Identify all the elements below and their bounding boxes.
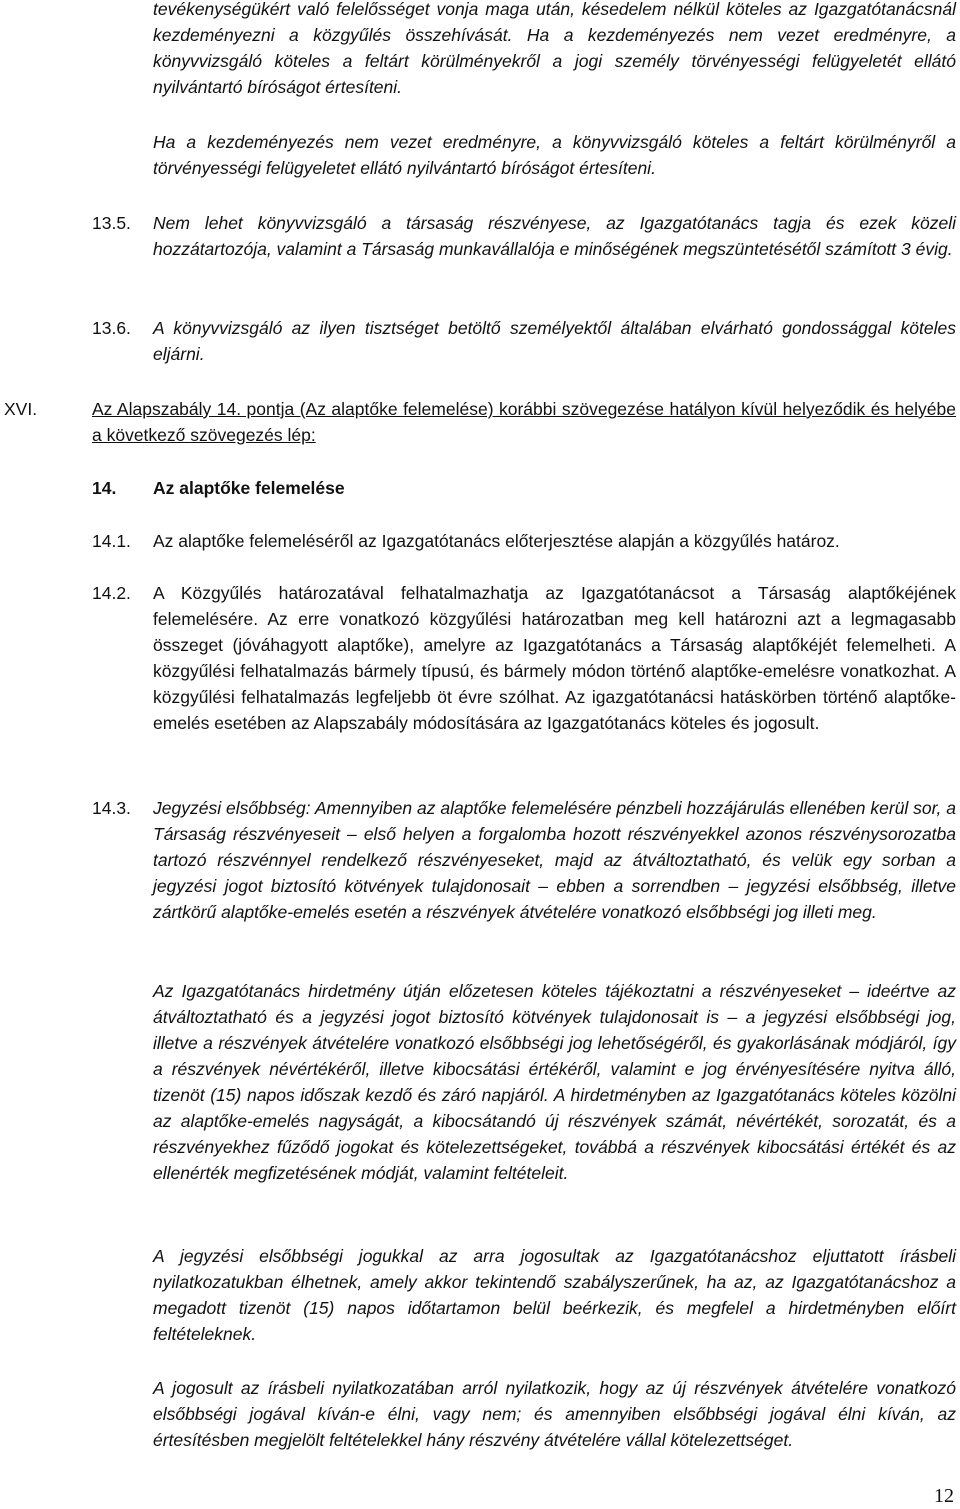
- section-14-3-text: Jegyzési elsőbbség: Amennyiben az alaptőke felemelésére pénzbeli hozzájárulás ellenében kerül sor, a Társaság részvényeseit – első helyen a forgalomba hozott részvényekkel azonos részvénysorozatba tartozó részvénnyel rendelkező részvényeseket, majd az átváltoztatható, és velük egy sorban a jegyzési jogot biztosító kötvények tulajdonosait – ebben a sorrendben – jegyzési elsőbbség, illetve zártkörű alaptőke-emelés esetén a részvények átvételére vonatkozó elsőbbségi jog illeti meg.: [153, 798, 956, 922]
- section-14-2-text: A Közgyűlés határozatával felhatalmazhatja az Igazgatótanácsot a Társaság alaptőkéjének felemelésére. Az erre vonatkozó közgyűlési határozatban meg kell határozni azt a legmagasabb összeget (jóváhagyott alaptőke), amelyre az Igazgatótanács a Társaság alaptőkéjét felemelheti. A közgyűlési felhatalmazás bármely típusú, és bármely módon történő alaptőke-emelésre vonatkozhat. A közgyűlési felhatalmazás legfeljebb öt évre szólhat. Az igazgatótanácsi hatáskörben történő alaptőke-emelés esetében az Alapszabály módosítására az Igazgatótanács köteles és jogosult.: [153, 583, 956, 733]
- section-14-3-paragraph-3: A jegyzési elsőbbségi jogukkal az arra jogosultak az Igazgatótanácshoz eljuttatott írásbeli nyilatkozatukban élhetnek, amely akkor tekintendő szabályszerűnek, ha az, az Igazgatótanácshoz a megadott tizenöt (15) napos időtartamon belül beérkezik, és megfelel a hirdetményben előírt feltételeknek.: [153, 1246, 956, 1344]
- amendment-number-xvi: XVI.: [4, 399, 38, 419]
- section-number-13-6: 13.6.: [92, 318, 131, 338]
- section-number-14: 14.: [92, 478, 117, 498]
- section-14-3-paragraph-2: Az Igazgatótanács hirdetmény útján előzetesen köteles tájékoztatni a részvényeseket – ideértve az átváltoztatható és a jegyzési jogot biztosító kötvények tulajdonosait is – a jegyzési elsőbbségi jog, illetve a részvények átvételére vonatkozó elsőbbségi jog lehetőségéről, és gyakorlásának módjáról, így a részvények névértékéről, illetve kibocsátási értékéről, valamint e jog érvényesítésére nyitva álló, tizenöt (15) napos időszak kezdő és záró napjáról. A hirdetményben az Igazgatótanács köteles közölni az alaptőke-emelés nagyságát, a kibocsátandó új részvények számát, névértékét, sorozatát, és a részvényekhez fűződő jogokat és kötelezettségeket, továbbá a részvények kibocsátási értékét és az ellenérték megfizetésének módját, valamint feltételeit.: [153, 981, 956, 1183]
- section-number-14-3: 14.3.: [92, 798, 131, 818]
- amendment-xvi-text: Az Alapszabály 14. pontja (Az alaptőke felemelése) korábbi szövegezése hatályon kívül helyeződik és helyébe a következő szövegezés lép:: [92, 399, 956, 445]
- section-13-5-text: Nem lehet könyvvizsgáló a társaság részvényese, az Igazgatótanács tagja és ezek közeli hozzátartozója, valamint a Társaság munkavállalója e minőségének megszüntetésétől számított 3 évig.: [153, 213, 956, 259]
- section-14-title: Az alaptőke felemelése: [153, 478, 345, 498]
- section-number-14-2: 14.2.: [92, 583, 131, 603]
- section-13-6-text: A könyvvizsgáló az ilyen tisztséget betöltő személyektől általában elvárható gondossággal köteles eljárni.: [153, 318, 956, 364]
- section-14-1-text: Az alaptőke felemeléséről az Igazgatótanács előterjesztése alapján a közgyűlés határoz.: [153, 531, 840, 551]
- section-number-14-1: 14.1.: [92, 531, 131, 551]
- section-14-3-paragraph-4: A jogosult az írásbeli nyilatkozatában arról nyilatkozik, hogy az új részvények átvételére vonatkozó elsőbbségi jogával kíván-e élni, vagy nem; és amennyiben elsőbbségi jogával élni kíván, az értesítésben megjelölt feltételekkel hány részvény átvételére vállal kötelezettséget.: [153, 1378, 956, 1450]
- page-number: 12: [934, 1485, 954, 1507]
- section-number-13-5: 13.5.: [92, 213, 131, 233]
- continued-paragraph: tevékenységükért való felelősséget vonja maga után, késedelem nélkül köteles az Igazgatótanácsnál kezdeményezni a közgyűlés összehívását. Ha a kezdeményezés nem vezet eredményre, a könyvvizsgáló köteles a feltárt körülményekről a jogi személy törvényességi felügyeletét ellátó nyilvántartó bíróságot értesíteni.: [153, 0, 956, 97]
- paragraph-court-notice: Ha a kezdeményezés nem vezet eredményre, a könyvvizsgáló köteles a feltárt körülményről a törvényességi felügyeletet ellátó nyilvántartó bíróságot értesíteni.: [153, 132, 956, 178]
